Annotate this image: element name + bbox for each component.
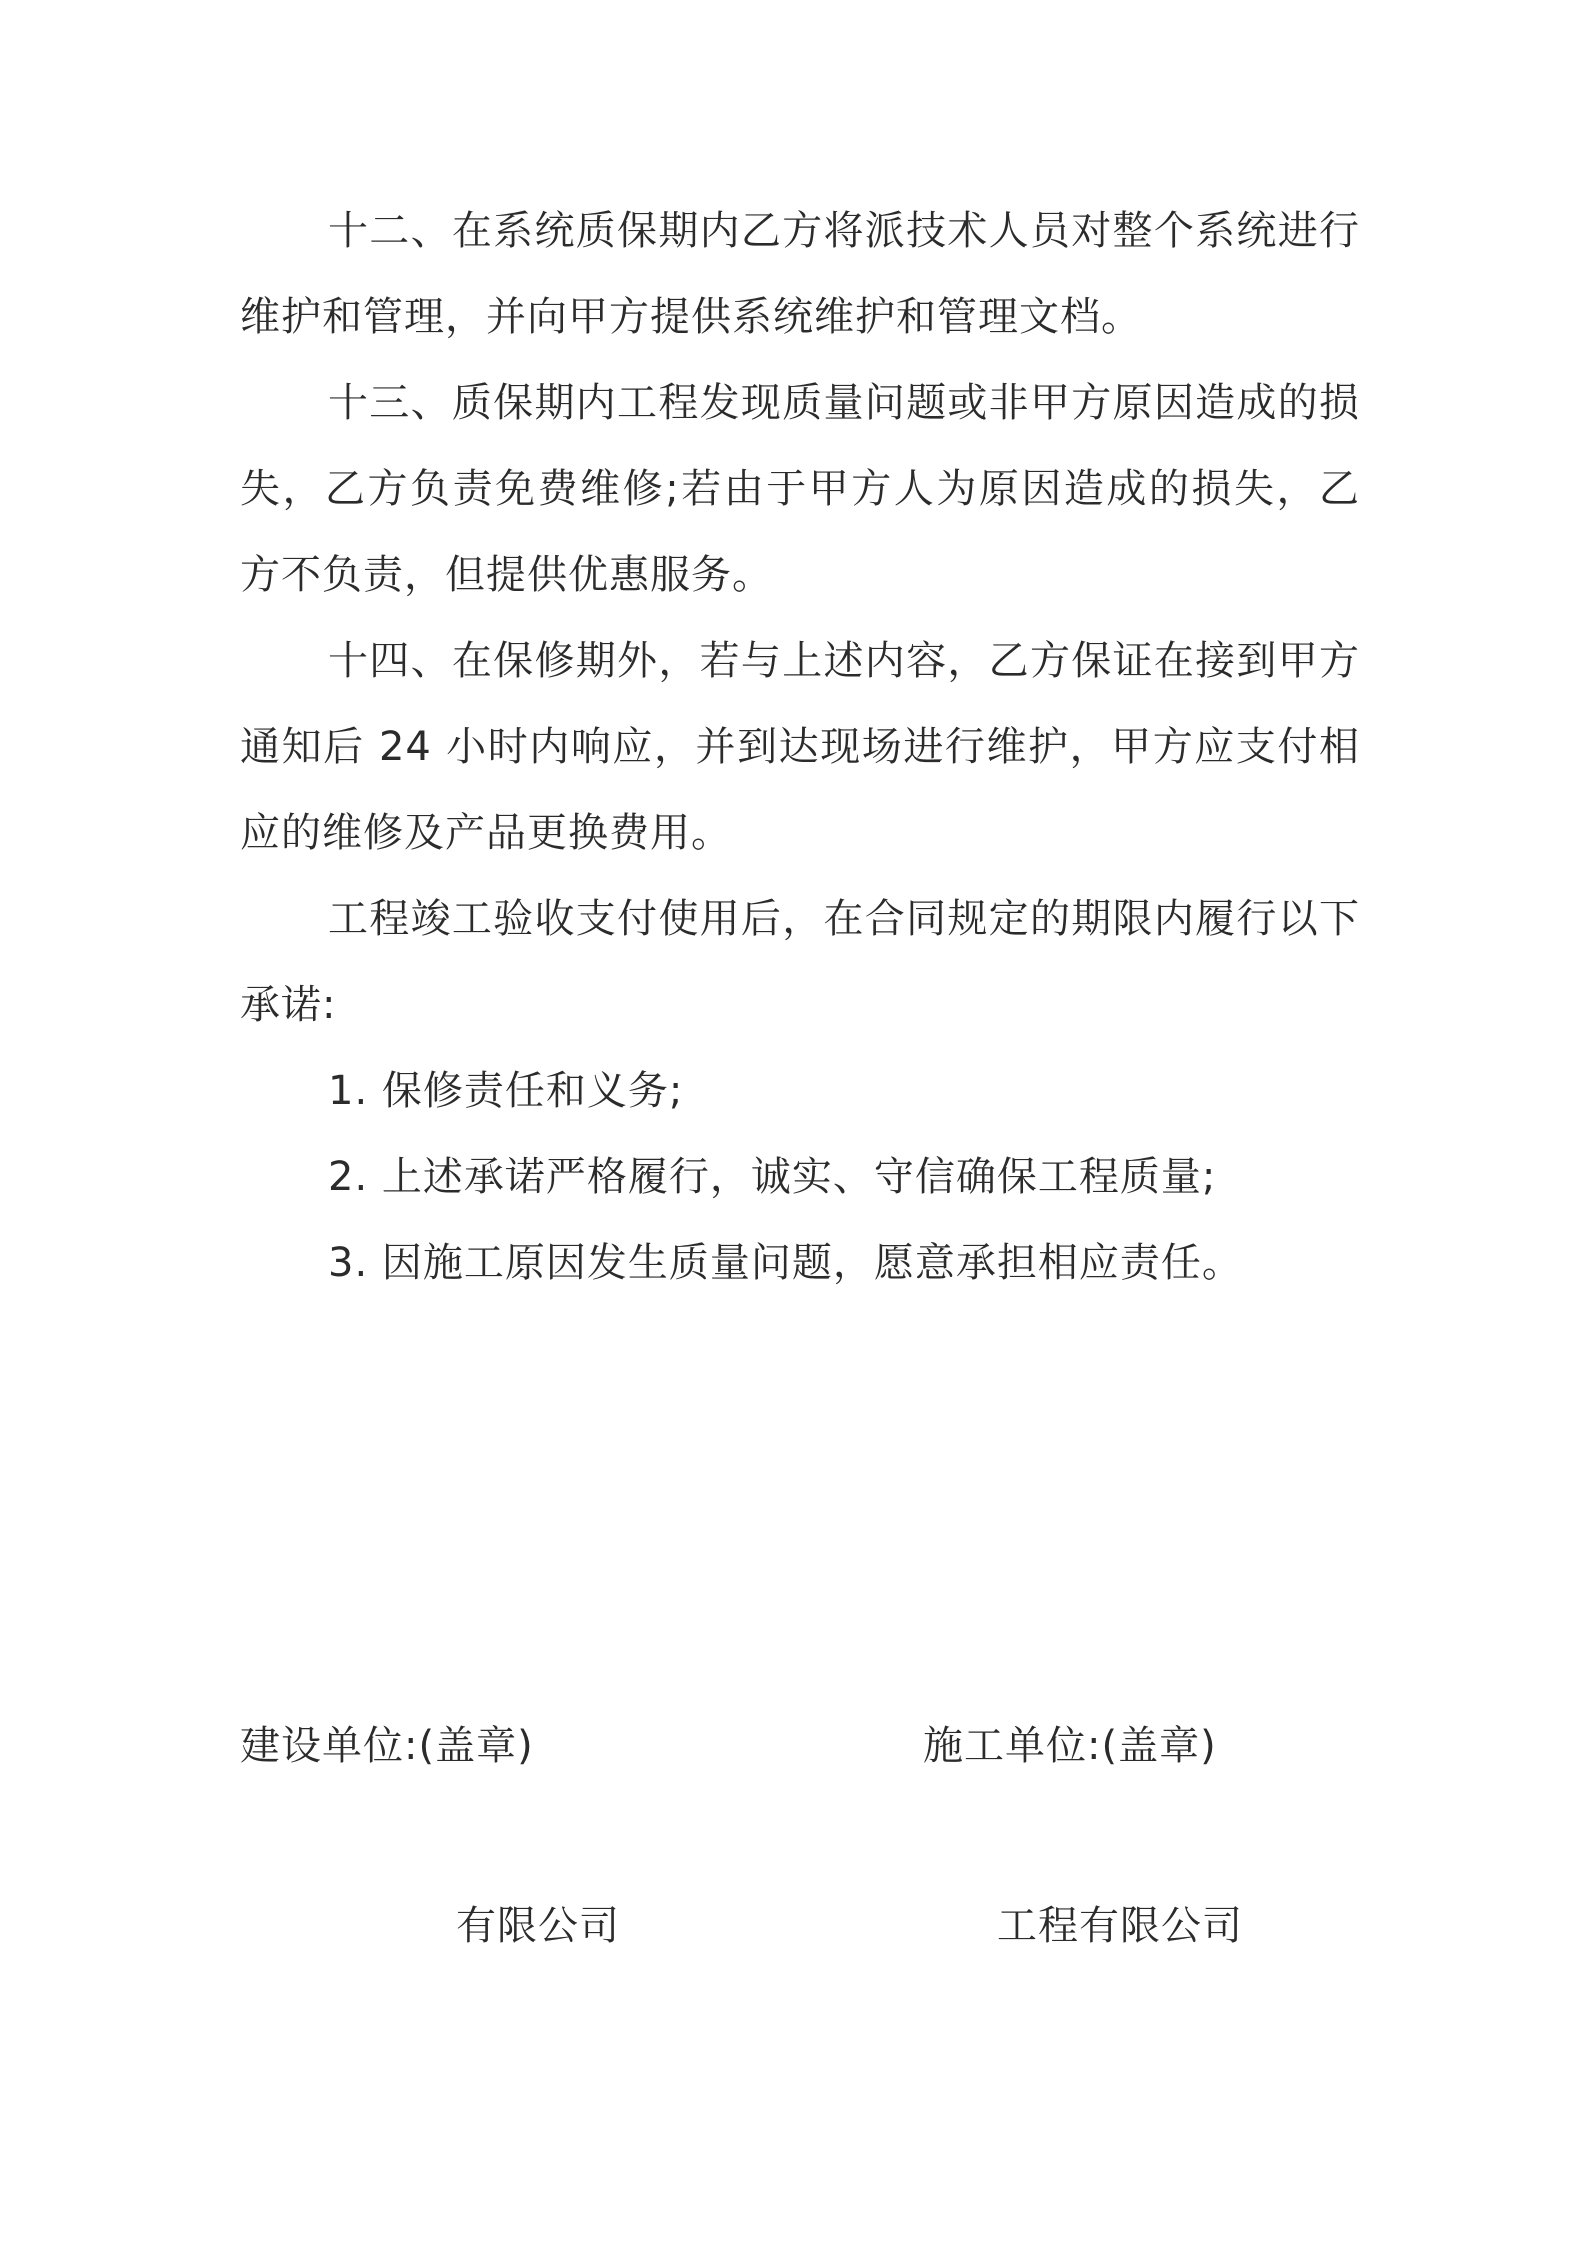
construction-unit-company: 有限公司	[456, 1903, 620, 1949]
contractor-unit-company: 工程有限公司	[997, 1903, 1243, 1949]
clause-13: 十三、质保期内工程发现质量问题或非甲方原因造成的损失，乙方负责免费维修;若由于甲方人为原因造成的损失，乙方不负责，但提供优惠服务。	[240, 380, 1360, 598]
contractor-unit-seal-label: 施工单位:(盖章)	[923, 1723, 1217, 1769]
commitment-intro: 工程竣工验收支付使用后，在合同规定的期限内履行以下承诺:	[240, 896, 1360, 1028]
commitment-item-1: 1. 保修责任和义务;	[328, 1068, 684, 1114]
document-body	[240, 188, 1360, 1306]
construction-unit-seal-label: 建设单位:(盖章)	[240, 1723, 534, 1769]
clause-12: 十二、在系统质保期内乙方将派技术人员对整个系统进行维护和管理，并向甲方提供系统维护和管理文档。	[240, 208, 1360, 340]
clause-14: 十四、在保修期外，若与上述内容，乙方保证在接到甲方通知后 24 小时内响应，并到达现场进行维护，甲方应支付相应的维修及产品更换费用。	[240, 638, 1360, 856]
commitment-item-2: 2. 上述承诺严格履行，诚实、守信确保工程质量;	[328, 1154, 1217, 1200]
commitment-item-3: 3. 因施工原因发生质量问题，愿意承担相应责任。	[328, 1240, 1243, 1286]
